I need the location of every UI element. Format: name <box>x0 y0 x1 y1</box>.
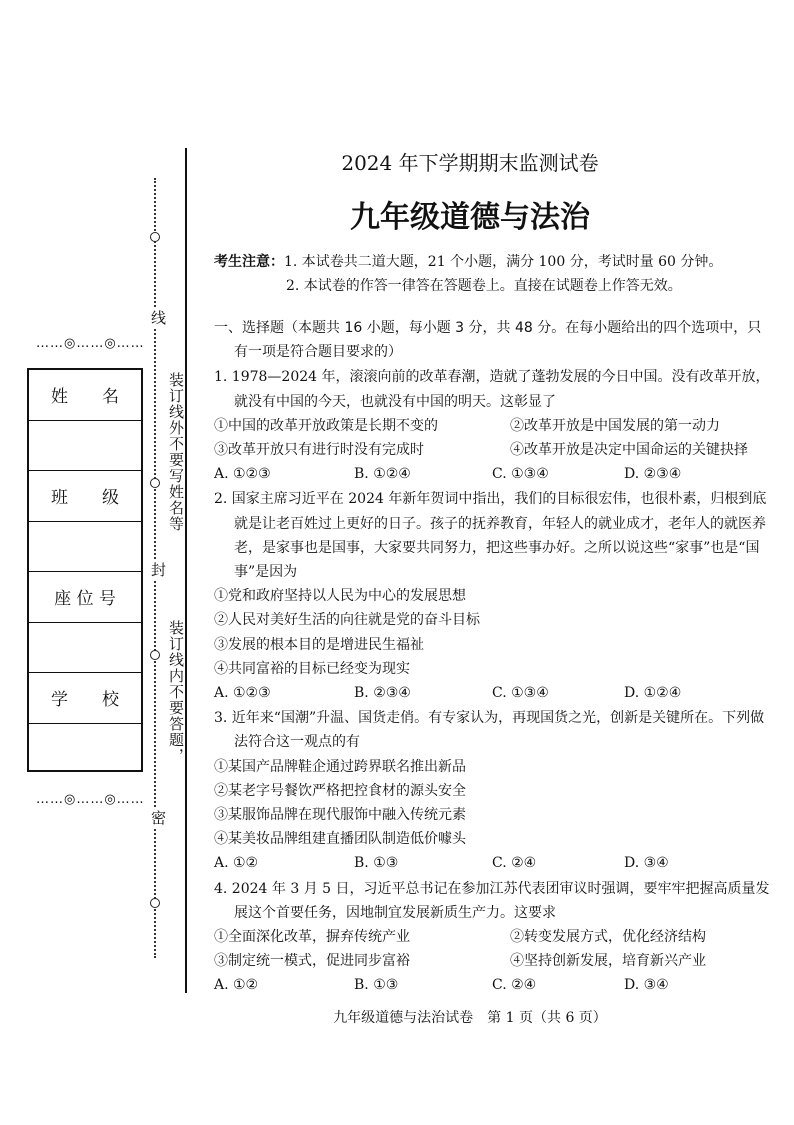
exam-title: 2024 年下学期期末监测试卷 <box>341 151 599 175</box>
margin-dots-bottom: ……◎……◎…… <box>36 792 145 807</box>
answer-b: B. ②③④ <box>354 685 411 702</box>
margin-circle-icon <box>150 478 160 488</box>
seal-char-line: 线 <box>149 310 167 325</box>
answer-choices <box>214 681 774 705</box>
option-statement: ②某老字号餐饮严格把控食材的源头安全 <box>214 782 466 799</box>
option-statement: ②人民对美好生活的向往就是党的奋斗目标 <box>214 612 480 629</box>
option-statement: ④某美妆品牌组建直播团队制造低价噱头 <box>214 831 466 848</box>
question-options <box>214 414 774 462</box>
answer-d: D. ①②④ <box>624 685 682 702</box>
option-statement: ④共同富裕的目标已经变为现实 <box>214 660 410 677</box>
page-footer: 九年级道德与法治试卷 第 1 页（共 6 页） <box>333 1010 607 1026</box>
answer-choices <box>214 851 774 875</box>
info-field-name[interactable] <box>29 421 141 472</box>
option-statement: ②改革开放是中国发展的第一动力 <box>510 417 720 434</box>
seal-char-secret: 密 <box>149 810 167 825</box>
question-stem: 3. 近年来“国潮”升温、国货走俏。有专家认为，再现国货之光，创新是关键所在。下列做法符合这一观点的有 <box>214 710 765 751</box>
binding-margin-line <box>185 148 187 993</box>
section-heading: 一、选择题（本题共 16 小题，每小题 3 分，共 48 分。在每小题给出的四个选项中，只 有一项是符合题目要求的） <box>214 320 762 361</box>
option-statement: ①中国的改革开放政策是长期不变的 <box>214 417 438 434</box>
info-field-class[interactable] <box>29 522 141 573</box>
seal-char-seal: 封 <box>149 562 167 577</box>
option-statement: ①某国产品牌鞋企通过跨界联名推出新品 <box>214 758 466 775</box>
answer-c: C. ①③④ <box>492 685 549 702</box>
student-info-box <box>27 368 143 772</box>
answer-c: C. ②④ <box>492 977 537 994</box>
question-3 <box>214 706 774 875</box>
option-statement: ④坚持创新发展，培育新兴产业 <box>510 953 706 970</box>
answer-d: D. ②③④ <box>624 466 682 483</box>
exam-notice <box>214 250 774 298</box>
notice-line-2: 2. 本试卷的作答一律答在答题卷上。直接在试题卷上作答无效。 <box>286 278 682 294</box>
option-statement: ③制定统一模式，促进同步富裕 <box>214 953 410 970</box>
option-statement: ③某服饰品牌在现代服饰中融入传统元素 <box>214 807 466 824</box>
answer-c: C. ②④ <box>492 855 537 872</box>
question-4 <box>214 877 774 998</box>
answer-b: B. ①③ <box>354 855 399 872</box>
question-stem: 1. 1978—2024 年，滚滚向前的改革春潮，造就了蓬勃发展的今日中国。没有改革开放，就没有中国的今天，也就没有中国的明天。这彰显了 <box>214 369 770 410</box>
option-statement: ④改革开放是决定中国命运的关键抉择 <box>510 442 748 459</box>
margin-circle-icon <box>150 232 160 242</box>
answer-b: B. ①②④ <box>354 466 411 483</box>
answer-a: A. ①②③ <box>214 685 271 702</box>
answer-choices <box>214 973 774 997</box>
answer-choices <box>214 462 774 486</box>
info-label-school: 学 校 <box>29 673 141 724</box>
answer-a: A. ①② <box>214 977 259 994</box>
question-options <box>214 925 774 973</box>
answer-d: D. ③④ <box>624 855 669 872</box>
info-label-class: 班 级 <box>29 471 141 522</box>
exam-content <box>214 316 774 998</box>
option-statement: ③发展的根本目的是增进民生福祉 <box>214 636 424 653</box>
option-statement: ②转变发展方式，优化经济结构 <box>510 929 706 946</box>
info-label-name: 姓 名 <box>29 370 141 421</box>
question-options <box>214 755 774 852</box>
notice-line-1: 考生注意：1. 本试卷共二道大题，21 个小题，满分 100 分，考试时量 60 分钟。 <box>214 254 723 270</box>
question-2 <box>214 487 774 705</box>
option-statement: ①党和政府坚持以人民为中心的发展思想 <box>214 588 466 605</box>
margin-dots-top: ……◎……◎…… <box>36 336 145 351</box>
option-statement: ①全面深化改革，摒弃传统产业 <box>214 929 410 946</box>
answer-d: D. ③④ <box>624 977 669 994</box>
margin-circle-icon <box>150 650 160 660</box>
question-stem: 4. 2024 年 3 月 5 日，习近平总书记在参加江苏代表团审议时强调，要牢牢把握高质量发展这个首要任务，因地制宜发展新质生产力。这要求 <box>214 880 770 921</box>
info-field-seat[interactable] <box>29 623 141 674</box>
answer-b: B. ①③ <box>354 977 399 994</box>
info-label-seat: 座 位 号 <box>29 572 141 623</box>
binding-warning-upper: 装订线外不要写姓名等 <box>167 372 185 532</box>
question-stem: 2. 国家主席习近平在 2024 年新年贺词中指出，我们的目标很宏伟，也很朴素，归根到底就是让老百姓过上更好的日子。孩子的抚养教育，年轻人的就业成才，老年人的就医养老，是家事也是国事，大家要共同努力，把这些事办好。之所以说这些“家事”也是“国事”是因为 <box>214 491 767 581</box>
binding-warning-lower: 装订线内不要答题， <box>167 620 185 764</box>
question-options <box>214 584 774 681</box>
margin-circle-icon <box>150 898 160 908</box>
answer-c: C. ①③④ <box>492 466 549 483</box>
question-1 <box>214 365 774 486</box>
info-field-school[interactable] <box>29 724 141 775</box>
answer-a: A. ①②③ <box>214 466 271 483</box>
option-statement: ③改革开放只有进行时没有完成时 <box>214 442 424 459</box>
exam-subject: 九年级道德与法治 <box>350 200 590 235</box>
answer-a: A. ①② <box>214 855 259 872</box>
